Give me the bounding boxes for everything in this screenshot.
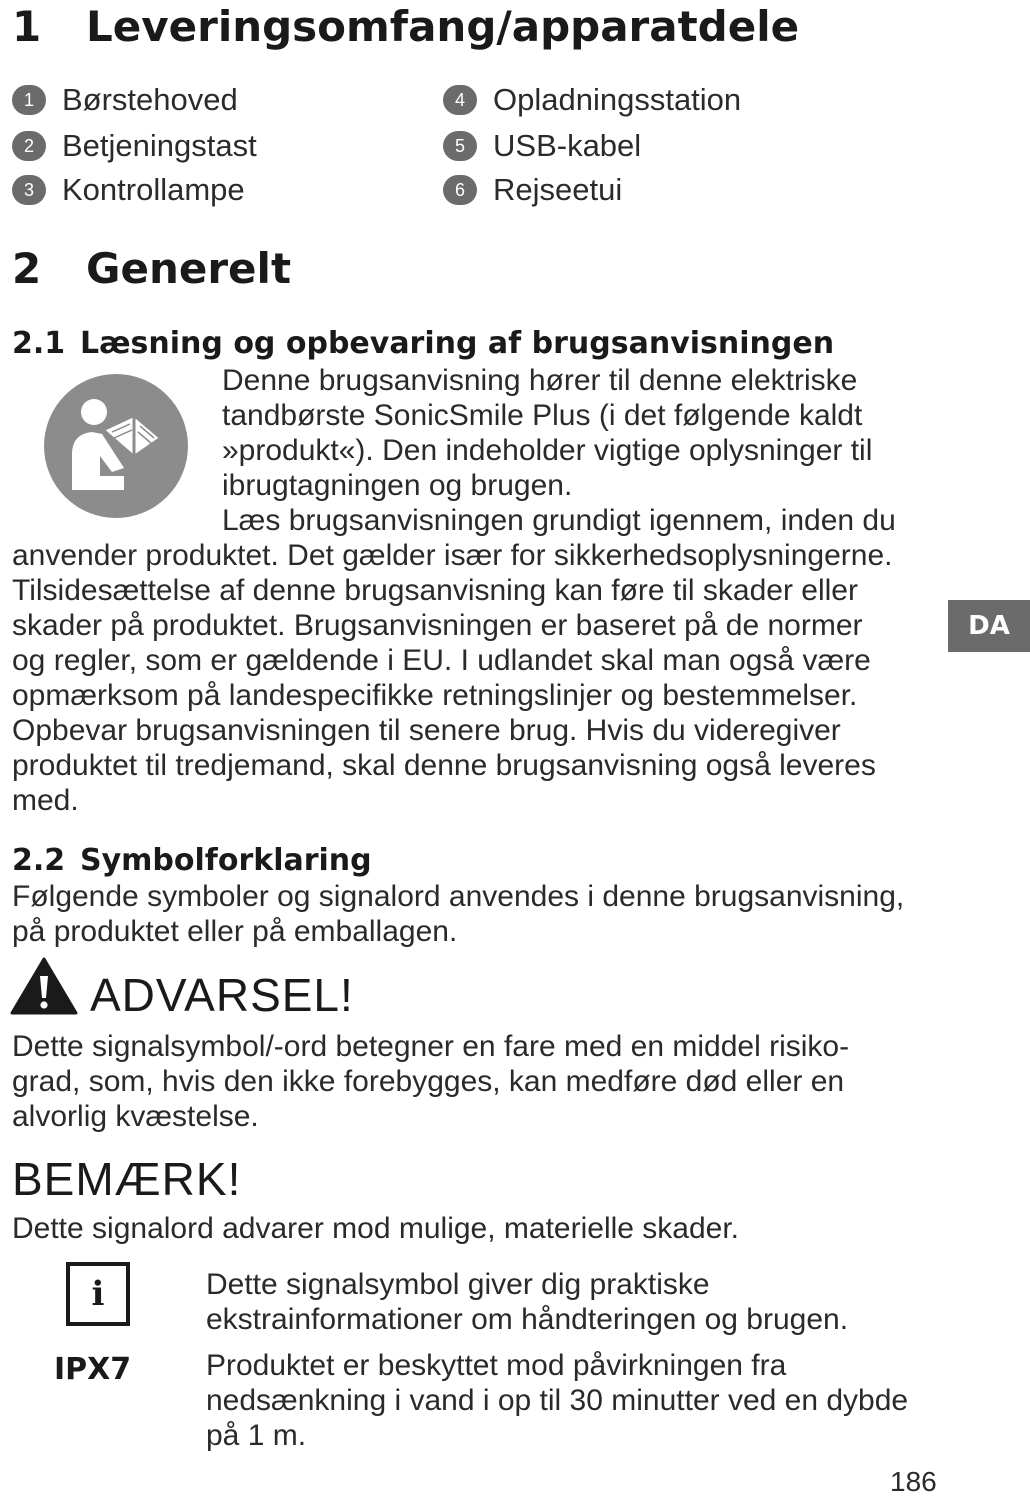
- part-number-badge: 2: [12, 131, 46, 161]
- part-label: USB-kabel: [493, 128, 642, 163]
- text-line: ekstrainformationer om håndteringen og brugen.: [206, 1303, 849, 1336]
- language-tab: DA: [948, 600, 1030, 652]
- text-line: alvorlig kvæstelse.: [12, 1100, 259, 1133]
- symbol-intro-text: [12, 879, 932, 949]
- text-line: Følgende symboler og signalord anvendes i denne brugsanvisning,: [12, 880, 905, 913]
- text-line: ibrugtagningen og brugen.: [222, 469, 573, 502]
- subsection-2-2-heading: [12, 843, 372, 878]
- text-line: Opbevar brugsanvisningen til senere brug. Hvis du videregiver: [12, 714, 841, 747]
- part-item: [12, 168, 245, 212]
- text-line: med.: [12, 784, 79, 817]
- text-line: opmærksom på landespecifikke retningslinjer og bestemmelser.: [12, 679, 858, 712]
- text-line: Dette signalord advarer mod mulige, materielle skader.: [12, 1212, 740, 1245]
- part-item: [443, 78, 741, 122]
- text-line: Dette signalsymbol/-ord betegner en fare med en middel risiko-: [12, 1030, 850, 1063]
- part-item: [12, 78, 238, 122]
- text-line: Tilsidesættelse af denne brugsanvisning kan føre til skader eller: [12, 574, 858, 607]
- part-number-badge: 3: [12, 175, 46, 205]
- info-icon: [66, 1262, 130, 1326]
- page-number: 186: [890, 1466, 937, 1497]
- ipx7-text: [206, 1348, 926, 1453]
- part-number-badge: 4: [443, 85, 477, 115]
- text-line: Produktet er beskyttet mod påvirkningen fra: [206, 1349, 787, 1382]
- section-2-heading: [12, 244, 291, 293]
- text-line: Denne brugsanvisning hører til denne elektriske: [222, 364, 858, 397]
- text-line: grad, som, hvis den ikke forebygges, kan medføre død eller en: [12, 1065, 845, 1098]
- text-line: skader på produktet. Brugsanvisningen er baseret på de normer: [12, 609, 863, 642]
- part-label: Rejseetui: [493, 172, 623, 207]
- part-label: Opladningsstation: [493, 82, 742, 117]
- parts-list: [12, 78, 912, 218]
- part-number-badge: 1: [12, 85, 46, 115]
- warning-title: ADVARSEL!: [90, 969, 354, 1021]
- text-line: produktet til tredjemand, skal denne brugsanvisning også leveres: [12, 749, 876, 782]
- text-line: nedsænkning i vand i op til 30 minutter ved en dybde: [206, 1384, 909, 1417]
- section-1-title: Leveringsomfang/apparatdele: [86, 2, 800, 51]
- section-2-title: Generelt: [86, 244, 292, 293]
- subsection-2-2-title: Symbolforklaring: [80, 843, 372, 878]
- ipx7-label: IPX7: [54, 1352, 132, 1387]
- subsection-2-1-number: 2.1: [12, 326, 66, 361]
- section-2-number: 2: [12, 244, 42, 293]
- text-line: og regler, som er gældende i EU. I udlandet skal man også være: [12, 644, 871, 677]
- note-title: BEMÆRK!: [12, 1153, 242, 1205]
- section-1-number: 1: [12, 2, 42, 51]
- part-label: Børstehoved: [62, 82, 238, 117]
- text-line: tandbørste SonicSmile Plus (i det følgende kaldt: [222, 399, 863, 432]
- part-number-badge: 6: [443, 175, 477, 205]
- part-item: [443, 168, 622, 212]
- part-number-badge: 5: [443, 131, 477, 161]
- part-item: [443, 124, 641, 168]
- info-icon-letter: i: [91, 1274, 105, 1314]
- text-line: anvender produktet. Det gælder især for sikkerhedsoplysningerne.: [12, 539, 893, 572]
- subsection-2-2-number: 2.2: [12, 843, 66, 878]
- section-1-heading: [12, 2, 799, 51]
- warning-triangle-icon: [10, 956, 78, 1016]
- info-text: [206, 1267, 926, 1337]
- warning-text: [12, 1029, 932, 1134]
- manual-info-text: [12, 363, 932, 818]
- part-item: [12, 124, 257, 168]
- text-line: »produkt«). Den indeholder vigtige oplysninger til: [222, 434, 873, 467]
- text-line: på 1 m.: [206, 1419, 307, 1452]
- part-label: Kontrollampe: [62, 172, 245, 207]
- subsection-2-1-title: Læsning og opbevaring af brugsanvisningen: [80, 326, 835, 361]
- text-line: Læs brugsanvisningen grundigt igennem, inden du: [222, 504, 896, 537]
- text-line: Dette signalsymbol giver dig praktiske: [206, 1268, 710, 1301]
- subsection-2-1-heading: [12, 326, 834, 361]
- text-line: på produktet eller på emballagen.: [12, 915, 458, 948]
- part-label: Betjeningstast: [62, 128, 257, 163]
- note-text: [12, 1211, 932, 1246]
